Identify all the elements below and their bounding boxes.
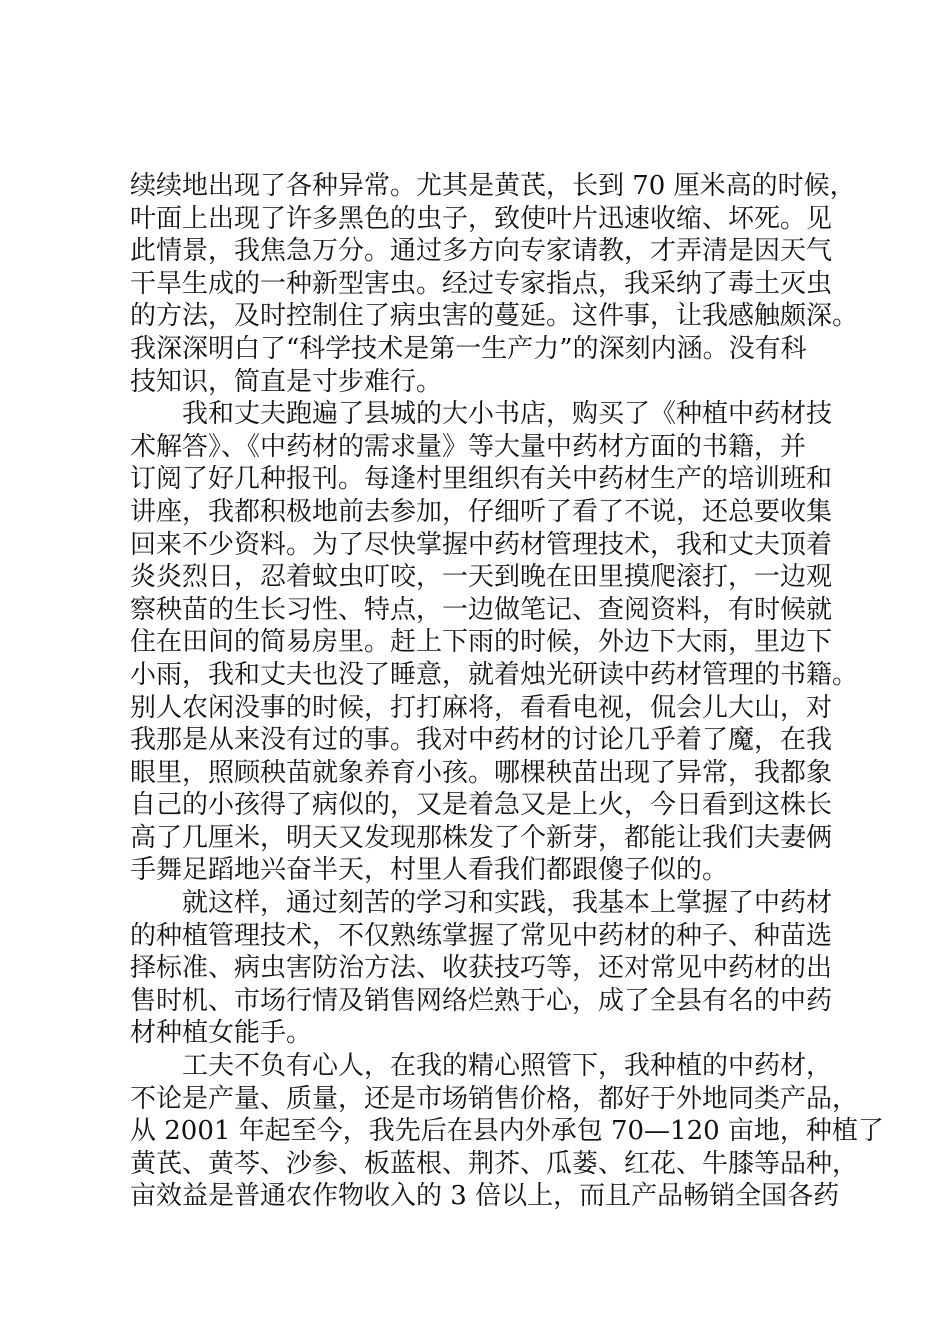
paragraph-first-line: 工夫不负有心人，在我的精心照管下，我种植的中药材，	[182, 1051, 833, 1082]
text-line: 术解答》、《中药材的需求量》等大量中药材方面的书籍，并	[130, 431, 807, 462]
text-line: 不论是产量、质量，还是市场销售价格，都好于外地同类产品，	[130, 1083, 859, 1114]
text-line: 续续地出现了各种异常。尤其是黄芪，长到 70 厘米高的时候，	[130, 171, 856, 201]
text-line: 我那是从来没有过的事。我对中药材的讨论几乎着了魔，在我	[130, 725, 833, 756]
text-line: 干旱生成的一种新型害虫。经过专家指点，我采纳了毒土灭虫	[130, 268, 833, 299]
text-line: 亩效益是普通农作物收入的 3 倍以上，而且产品畅销全国各药	[130, 1181, 840, 1212]
text-line: 择标准、病虫害防治方法、收获技巧等，还对常见中药材的出	[130, 953, 833, 984]
text-line: 手舞足蹈地兴奋半天，村里人看我们都跟傻子似的。	[130, 855, 729, 886]
text-line: 的种植管理技术，不仅熟练掌握了常见中药材的种子、种苗选	[130, 920, 833, 951]
text-line: 炎炎烈日，忍着蚊虫叮咬，一天到晚在田里摸爬滚打，一边观	[130, 562, 833, 593]
text-line: 叶面上出现了许多黑色的虫子，致使叶片迅速收缩、坏死。见	[130, 203, 833, 234]
text-line: 别人农闲没事的时候，打打麻将，看看电视，侃会儿大山，对	[130, 692, 833, 723]
text-line: 售时机、市场行情及销售网络烂熟于心，成了全县有名的中药	[130, 985, 833, 1016]
text-line: 的方法，及时控制住了病虫害的蔓延。这件事，让我感触颇深。	[130, 301, 859, 332]
text-line: 技知识，简直是寸步难行。	[130, 366, 443, 397]
text-line: 住在田间的简易房里。赶上下雨的时候，外边下大雨，里边下	[130, 627, 833, 658]
paragraph-first-line: 就这样，通过刻苦的学习和实践，我基本上掌握了中药材	[182, 888, 833, 919]
text-line: 眼里，照顾秧苗就象养育小孩。哪棵秧苗出现了异常，我都象	[130, 757, 833, 788]
text-line: 回来不少资料。为了尽快掌握中药材管理技术，我和丈夫顶着	[130, 529, 833, 560]
text-line: 从 2001 年起至今，我先后在县内外承包 70—120 亩地，种植了	[130, 1116, 884, 1147]
text-line: 小雨，我和丈夫也没了睡意，就着烛光研读中药材管理的书籍。	[130, 659, 859, 690]
paragraph-first-line: 我和丈夫跑遍了县城的大小书店，购买了《种植中药材技	[182, 399, 833, 430]
text-line: 讲座，我都积极地前去参加，仔细听了看了不说，还总要收集	[130, 496, 833, 527]
text-line: 此情景，我焦急万分。通过多方向专家请教，才弄清是因天气	[130, 236, 833, 267]
text-line: 我深深明白了“科学技术是第一生产力”的深刻内涵。没有科	[130, 333, 807, 364]
text-line: 订阅了好几种报刊。每逢村里组织有关中药材生产的培训班和	[130, 464, 833, 495]
text-line: 高了几厘米，明天又发现那株发了个新芽，都能让我们夫妻俩	[130, 822, 833, 853]
body-text	[130, 170, 884, 1213]
text-line: 黄芪、黄芩、沙参、板蓝根、荆芥、瓜蒌、红花、牛膝等品种，	[130, 1148, 859, 1179]
text-line: 自己的小孩得了病似的，又是着急又是上火，今日看到这株长	[130, 790, 833, 821]
text-line: 察秧苗的生长习性、特点，一边做笔记、查阅资料，有时候就	[130, 594, 833, 625]
text-line: 材种植女能手。	[130, 1018, 313, 1049]
